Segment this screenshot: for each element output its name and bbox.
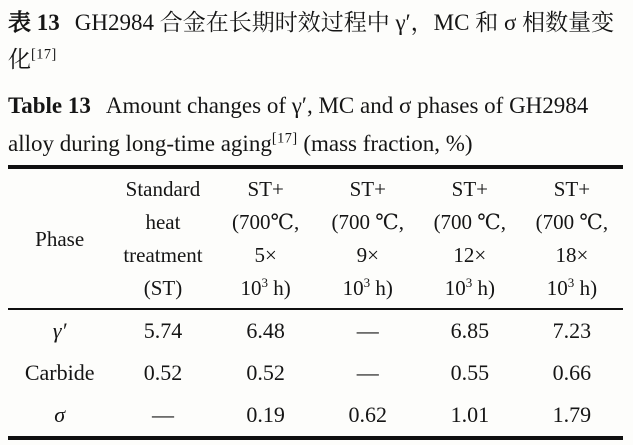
caption-english-reference: [17] — [271, 130, 298, 147]
value-cell: 0.19 — [246, 402, 285, 427]
caption-chinese-text: GH2984 合金在长期时效过程中 γ′，MC 和 σ 相数量变化 — [8, 10, 615, 72]
phase-name: Carbide — [24, 360, 95, 385]
value-cell: — — [356, 360, 379, 385]
value-cell: 0.52 — [246, 360, 285, 385]
table-row-sigma — [8, 394, 623, 438]
caption-english-units: (mass fraction, %) — [297, 131, 473, 156]
column-header-standard-treatment: Standard heat treatment (ST) — [111, 167, 214, 309]
value-cell: — — [151, 402, 174, 427]
value-cell: 6.48 — [246, 318, 285, 343]
value-cell: 1.79 — [552, 402, 592, 427]
column-header-aging-18000h: ST+ (700 ℃, 18× $10^3$ h) — [521, 167, 623, 309]
table-header-row — [8, 167, 623, 309]
value-cell: 0.62 — [348, 402, 387, 427]
caption-english — [8, 87, 623, 163]
phase-name: σ — [54, 402, 66, 427]
value-cell: — — [356, 318, 379, 343]
table-row-gamma-prime — [8, 309, 623, 352]
value-cell: 5.74 — [143, 318, 183, 343]
value-cell: 6.85 — [450, 318, 490, 343]
caption-english-label: Table 13 — [8, 93, 91, 118]
value-cell: 0.52 — [143, 360, 183, 385]
value-cell: 0.66 — [552, 360, 592, 385]
column-header-phase: Phase — [8, 167, 111, 309]
column-header-aging-9000h: ST+ (700 ℃, 9× $10^3$ h) — [317, 167, 419, 309]
column-header-aging-5000h: ST+ (700℃, 5× $10^3$ h) — [215, 167, 317, 309]
table-row-carbide — [8, 352, 623, 394]
value-cell: 1.01 — [450, 402, 490, 427]
value-cell: 0.55 — [450, 360, 490, 385]
caption-chinese-reference: [17] — [31, 46, 57, 63]
column-header-aging-12000h: ST+ (700 ℃, 12× $10^3$ h) — [419, 167, 521, 309]
phase-amount-table — [8, 165, 623, 440]
caption-chinese — [8, 4, 623, 78]
value-cell: 7.23 — [552, 318, 592, 343]
phase-name: γ′ — [52, 318, 67, 343]
caption-english-text: Amount changes of γ′, MC and σ phases of GH2984 alloy during long-time aging — [8, 93, 589, 156]
caption-chinese-label: 表 13 — [8, 10, 60, 35]
